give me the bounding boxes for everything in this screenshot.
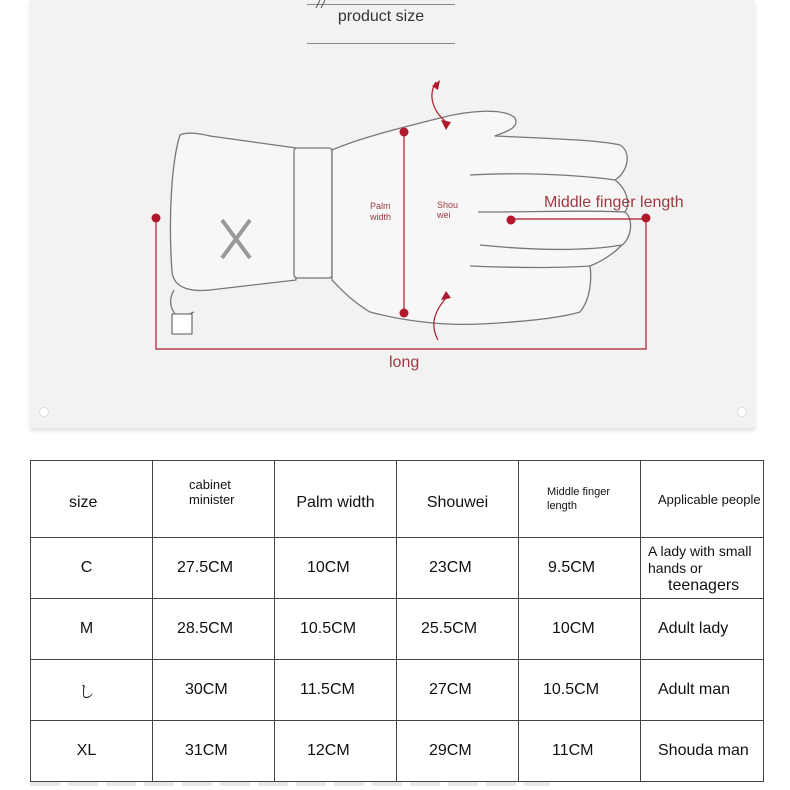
header-shouwei: Shouwei [397,461,519,538]
header-middle-finger-length: Middle finger length [519,461,641,538]
cell-middle-finger: 11CM [519,721,641,782]
header-size: size [31,461,153,538]
glove-sketch [170,111,630,334]
cell-length: 30CM [153,660,275,721]
palm-width-label-line: Palm [370,201,391,211]
cell-applicable-people: Shouda man [641,721,764,782]
cell-shouwei: 25.5CM [397,599,519,660]
cell-length: 27.5CM [153,538,275,599]
cell-shouwei: 29CM [397,721,519,782]
cell-size: し [31,660,153,721]
palm-width-label-line: width [370,212,392,222]
table-header-row [31,461,764,538]
table-row [31,660,764,721]
cell-middle-finger: 10CM [519,599,641,660]
table-row [31,599,764,660]
title-tick-marks [316,0,325,8]
table-row [31,538,764,599]
shouwei-label-line: Shou [437,200,459,210]
palm-width-label [369,201,393,222]
cell-middle-finger: 10.5CM [519,660,641,721]
header-applicable-people: Applicable people [641,461,764,538]
header-palm-width: Palm width [275,461,397,538]
cell-palm-width: 10CM [275,538,397,599]
cell-applicable-people: Adult lady [641,599,764,660]
header-length: cabinet minister [153,461,275,538]
cell-length: 31CM [153,721,275,782]
people-line-1: A lady with small hands or [648,542,752,576]
cell-size: XL [31,721,153,782]
page-title: product size [337,8,425,25]
cell-shouwei: 23CM [397,538,519,599]
cell-shouwei: 27CM [397,660,519,721]
cell-middle-finger: 9.5CM [519,538,641,599]
size-table [30,460,764,782]
table-row [31,721,764,782]
cell-length: 28.5CM [153,599,275,660]
long-label: long [389,354,420,371]
cell-size: M [31,599,153,660]
cell-applicable-people [641,538,764,599]
cell-palm-width: 11.5CM [275,660,397,721]
middle-finger-length-label: Middle finger length [544,194,684,211]
shouwei-label-line: wei [437,210,451,220]
cell-applicable-people: Adult man [641,660,764,721]
cell-palm-width: 10.5CM [275,599,397,660]
cell-palm-width: 12CM [275,721,397,782]
faint-footer-text [30,782,550,786]
people-line-2: teenagers [668,576,740,594]
cell-size: C [31,538,153,599]
